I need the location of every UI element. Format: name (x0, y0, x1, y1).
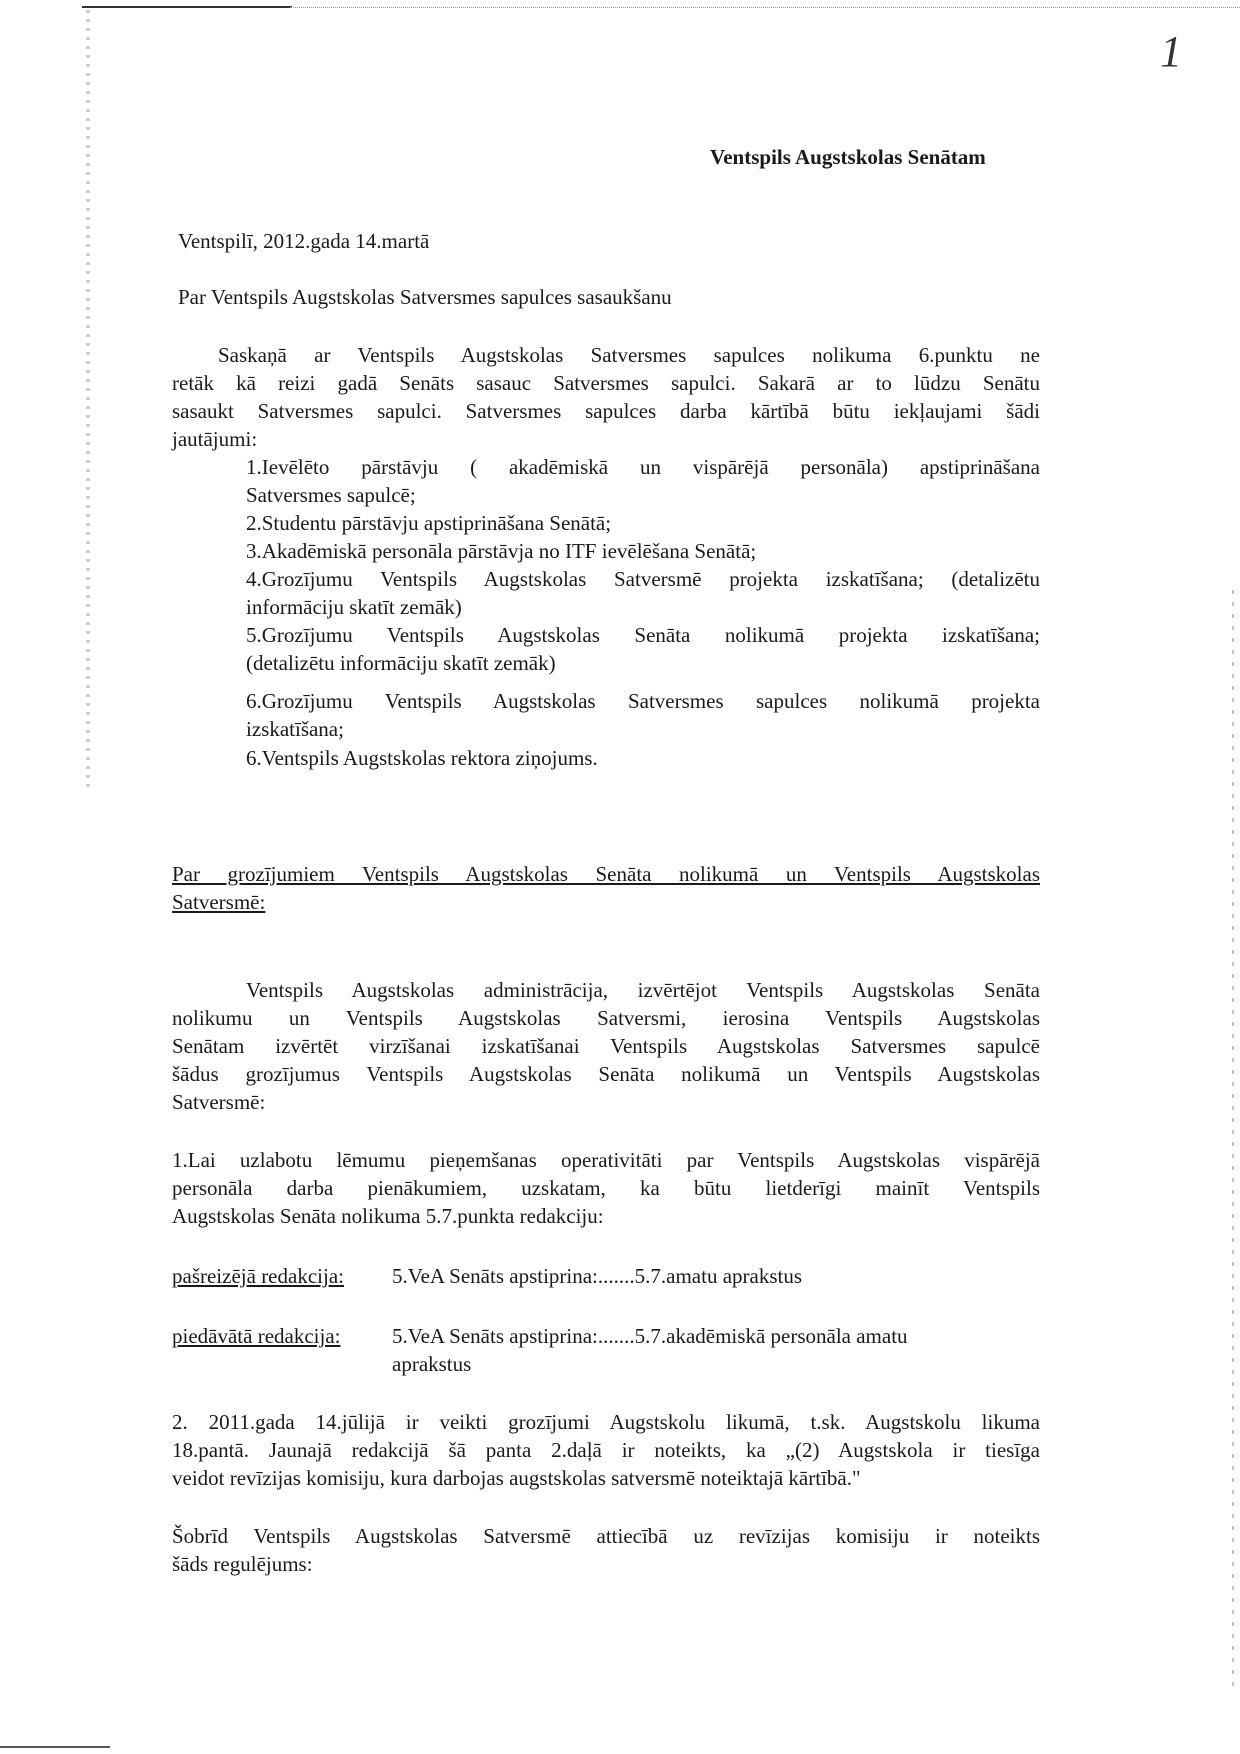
intro-line: jautājumi: (172, 427, 258, 451)
intro-line: retāk kā reizi gadā Senāts sasauc Satversmes sapulci. Sakarā ar to lūdzu Senātu (172, 371, 1040, 395)
scan-artifact-right-edge (1232, 590, 1234, 1690)
agenda-item: Satversmes sapulcē; (246, 483, 416, 507)
current-version-label: pašreizējā redakcija: (172, 1264, 344, 1288)
agenda-item: 4.Grozījumu Ventspils Augstskolas Satversmē projekta izskatīšana; (detalizētu (246, 567, 1040, 591)
admin-line: nolikumu un Ventspils Augstskolas Satversmi, ierosina Ventspils Augstskolas (172, 1006, 1040, 1030)
scan-artifact-left-edge (86, 10, 90, 790)
admin-line: Ventspils Augstskolas administrācija, izvērtējot Ventspils Augstskolas Senāta (246, 978, 1040, 1002)
scan-artifact-top-dots (290, 7, 1240, 8)
agenda-item: 2.Studentu pārstāvju apstiprināšana Senātā; (246, 511, 612, 535)
intro-line: sasaukt Satversmes sapulci. Satversmes sapulces darba kārtībā būtu iekļaujami šādi (172, 399, 1040, 423)
addressee: Ventspils Augstskolas Senātam (710, 145, 986, 169)
scan-artifact-bottom-line (0, 1746, 110, 1748)
point2-line: veidot revīzijas komisiju, kura darbojas augstskolas satversmē noteiktajā kārtībā." (172, 1466, 861, 1490)
admin-line: šādus grozījumus Ventspils Augstskolas Senāta nolikumā un Ventspils Augstskolas (172, 1062, 1040, 1086)
intro-line: Saskaņā ar Ventspils Augstskolas Satversmes sapulces nolikuma 6.punktu ne (218, 343, 1040, 367)
subject-line: Par Ventspils Augstskolas Satversmes sapulces sasaukšanu (178, 285, 672, 309)
agenda-item: 3.Akadēmiskā personāla pārstāvja no ITF ievēlēšana Senātā; (246, 539, 757, 563)
handwritten-page-number: 1 (1160, 27, 1182, 76)
admin-line: Satversmē: (172, 1090, 266, 1114)
place-date: Ventspilī, 2012.gada 14.martā (178, 229, 430, 253)
proposed-version-text: aprakstus (392, 1352, 472, 1376)
point1-line: personāla darba pienākumiem, uzskatam, ka būtu lietderīgi mainīt Ventspils (172, 1176, 1040, 1200)
agenda-item: 6.Grozījumu Ventspils Augstskolas Satversmes sapulces nolikumā projekta (246, 689, 1040, 713)
closing-line: šāds regulējums: (172, 1552, 313, 1576)
agenda-item: 5.Grozījumu Ventspils Augstskolas Senāta nolikumā projekta izskatīšana; (246, 623, 1040, 647)
agenda-item: 6.Ventspils Augstskolas rektora ziņojums. (246, 746, 598, 770)
point1-line: Augstskolas Senāta nolikuma 5.7.punkta redakciju: (172, 1204, 604, 1228)
closing-line: Šobrīd Ventspils Augstskolas Satversmē attiecībā uz revīzijas komisiju ir noteikts (172, 1524, 1040, 1548)
agenda-item: informāciju skatīt zemāk) (246, 595, 462, 619)
section-heading: Par grozījumiem Ventspils Augstskolas Senāta nolikumā un Ventspils Augstskolas (172, 862, 1040, 886)
point2-line: 2. 2011.gada 14.jūlijā ir veikti grozījumi Augstskolu likumā, t.sk. Augstskolu likuma (172, 1410, 1040, 1434)
agenda-item: izskatīšana; (246, 717, 344, 741)
section-heading: Satversmē: (172, 890, 266, 914)
point2-line: 18.pantā. Jaunajā redakcijā šā panta 2.daļā ir noteikts, ka „(2) Augstskola ir tiesīga (172, 1438, 1040, 1462)
proposed-version-text: 5.VeA Senāts apstiprina:.......5.7.akadēmiskā personāla amatu (392, 1324, 908, 1348)
agenda-item: (detalizētu informāciju skatīt zemāk) (246, 651, 556, 675)
proposed-version-label: piedāvātā redakcija: (172, 1324, 341, 1348)
scan-artifact-top-line (82, 6, 292, 8)
point1-line: 1.Lai uzlabotu lēmumu pieņemšanas operativitāti par Ventspils Augstskolas vispārējā (172, 1148, 1040, 1172)
current-version-text: 5.VeA Senāts apstiprina:.......5.7.amatu aprakstus (392, 1264, 803, 1288)
admin-line: Senātam izvērtēt virzīšanai izskatīšanai Ventspils Augstskolas Satversmes sapulcē (172, 1034, 1040, 1058)
agenda-item: 1.Ievēlēto pārstāvju ( akadēmiskā un vispārējā personāla) apstiprināšana (246, 455, 1040, 479)
